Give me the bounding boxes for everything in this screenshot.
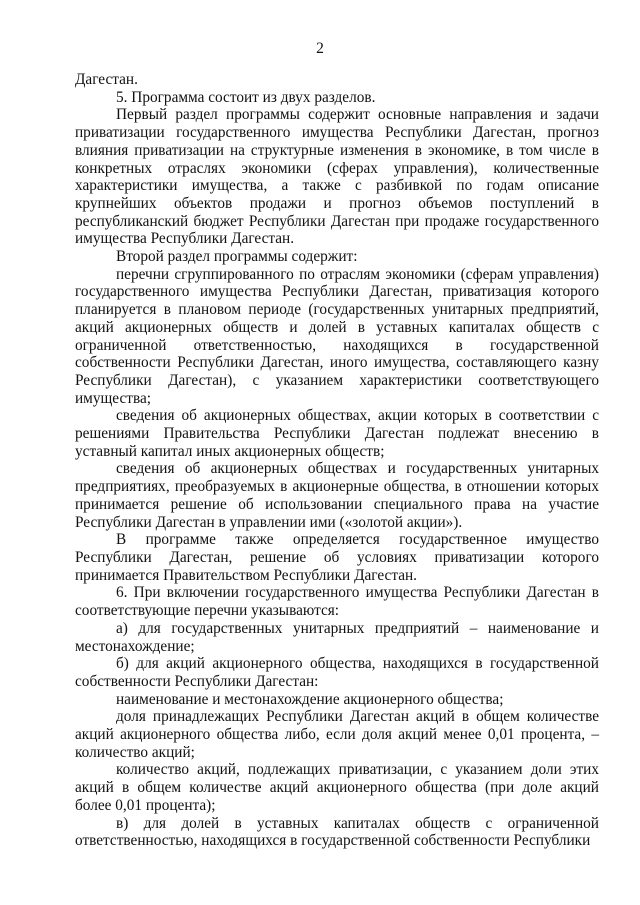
paragraph: 5. Программа состоит из двух разделов.: [116, 88, 376, 106]
paragraph: сведения об акционерных обществах и государственных унитарных предприятиях, преобразуемых в акционерные общества, в отношении которых принимается решение об использовании специального права на участие Республики Дагестан в управлении ими («золотой акции»).: [75, 460, 599, 531]
paragraph: Первый раздел программы содержит основные направления и задачи приватизации государственного имущества Республики Дагестан, прогноз влияния приватизации на структурные изменения в экономике, в том числе в конкретных отраслях экономики (сферах управления), количественные характеристики имущества, а также с разбивкой по годам описание крупнейших объектов продажи и прогноз объемов поступлений в республиканский бюджет Республики Дагестан при продаже государственного имущества Республики Дагестан.: [75, 106, 599, 248]
paragraph: Дагестан.: [75, 71, 138, 88]
paragraph: а) для государственных унитарных предприятий – наименование и местонахождение;: [75, 619, 599, 655]
paragraph: количество акций, подлежащих приватизации, с указанием доли этих акций в общем количестве акций акционерного общества (при доле акций более 0,01 процента);: [75, 761, 599, 814]
paragraph: доля принадлежащих Республики Дагестан акций в общем количестве акций акционерного общества либо, если доля акций менее 0,01 процента, – количество акций;: [75, 708, 599, 761]
paragraph: наименование и местонахождение акционерного общества;: [116, 690, 504, 708]
page-number: 2: [316, 40, 324, 57]
paragraph: перечни сгруппированного по отраслям экономики (сферам управления) государственного имущества Республики Дагестан, приватизация которого планируется в плановом периоде (государственных унитарных предприятий, акций акционерных обществ и долей в уставных капиталах обществ с ограниченной ответственностью, находящихся в государственной собственности Республики Дагестан, иного имущества, составляющего казну Республики Дагестан), с указанием характеристики соответствующего имущества;: [75, 265, 599, 407]
paragraph: в) для долей в уставных капиталах обществ с ограниченной ответственностью, находящихся в государственной собственности Республики: [75, 814, 599, 850]
paragraph: Второй раздел программы содержит:: [116, 248, 358, 266]
paragraph: 6. При включении государственного имущества Республики Дагестан в соответствующие перечни указываются:: [75, 584, 599, 620]
paragraph: В программе также определяется государственное имущество Республики Дагестан, решение об условиях приватизации которого принимается Правительством Республики Дагестан.: [75, 531, 599, 584]
paragraph: сведения об акционерных обществах, акции которых в соответствии с решениями Правительства Республики Дагестан подлежат внесению в уставный капитал иных акционерных обществ;: [75, 407, 599, 460]
paragraph: б) для акций акционерного общества, находящихся в государственной собственности Республики Дагестан:: [75, 655, 599, 690]
document-body: [75, 71, 599, 850]
